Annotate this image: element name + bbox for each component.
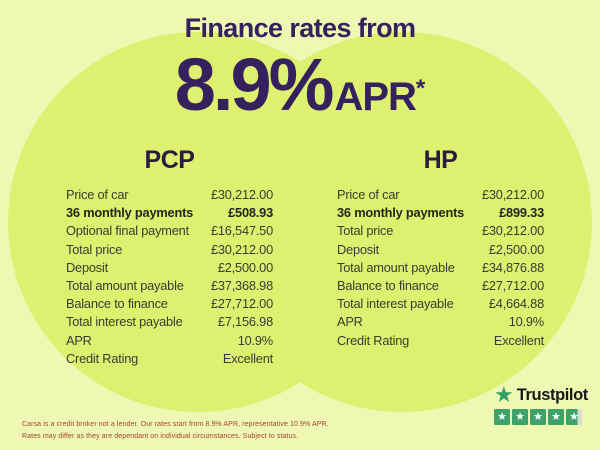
- trustpilot-logo: [494, 382, 588, 407]
- row-value: £30,212.00: [481, 223, 544, 239]
- row-value: Excellent: [493, 332, 544, 348]
- headline-rate: [0, 43, 600, 126]
- star-icon: ★: [548, 409, 564, 425]
- table-row: [337, 259, 544, 277]
- row-label: Balance to finance: [66, 296, 168, 312]
- row-label: Optional final payment: [66, 223, 189, 239]
- table-row: [337, 277, 544, 295]
- table-row: [337, 313, 544, 331]
- row-label: APR: [66, 332, 92, 348]
- table-row: [337, 204, 544, 222]
- page-title: Finance rates from: [184, 13, 416, 43]
- table-row: [66, 295, 273, 313]
- row-label: Total price: [337, 223, 394, 239]
- pcp-column: [66, 146, 273, 368]
- row-label: 36 monthly payments: [337, 205, 465, 221]
- star-icon: ★: [512, 409, 528, 425]
- row-value: £30,212.00: [210, 187, 273, 202]
- row-label: Balance to finance: [337, 278, 439, 294]
- table-row: [66, 277, 273, 295]
- row-label: APR: [337, 314, 363, 330]
- star-icon: ★: [530, 409, 546, 425]
- pcp-column-title: PCP: [144, 146, 195, 174]
- row-value: Excellent: [222, 350, 273, 366]
- row-value: £4,664.88: [488, 296, 544, 312]
- table-row: [337, 186, 544, 204]
- table-row: [66, 313, 273, 331]
- row-label: Deposit: [66, 259, 108, 275]
- row-label: Deposit: [337, 241, 379, 257]
- row-label: Total amount payable: [66, 278, 184, 294]
- table-row: [337, 332, 544, 350]
- finance-columns: [66, 146, 544, 368]
- table-row: [337, 295, 544, 313]
- row-label: Credit Rating: [337, 332, 410, 348]
- table-row: [66, 222, 273, 240]
- row-label: Total interest payable: [66, 314, 183, 330]
- rate-suffix: APR: [334, 75, 416, 119]
- trustpilot-widget: [494, 382, 588, 425]
- row-value: £37,368.98: [210, 278, 273, 294]
- row-value: £16,547.50: [210, 223, 273, 239]
- table-row: [66, 186, 273, 204]
- row-value: £30,212.00: [481, 187, 544, 202]
- row-label: Price of car: [337, 187, 400, 202]
- pcp-table: [66, 186, 273, 368]
- row-label: Total amount payable: [337, 259, 455, 275]
- row-label: 36 monthly payments: [66, 205, 194, 221]
- row-value: £508.93: [228, 205, 273, 221]
- row-value: 10.9%: [237, 332, 273, 348]
- trustpilot-rating-stars: [494, 409, 588, 425]
- row-label: Credit Rating: [66, 350, 139, 366]
- table-row: [66, 332, 273, 350]
- row-value: £2,500.00: [217, 259, 273, 275]
- disclaimer-line-1: Carsa is a credit broker not a lender. Our rates start from 8.9% APR, representative 10.9% APR.: [22, 421, 329, 428]
- trustpilot-wordmark: Trustpilot: [516, 385, 588, 404]
- disclaimer-text: [22, 419, 372, 443]
- table-row: [66, 204, 273, 222]
- table-row: [337, 241, 544, 259]
- row-label: Total price: [66, 241, 123, 257]
- hp-column-title: HP: [423, 146, 458, 174]
- disclaimer-line-2: Rates may differ as they are dependant on individual circumstances. Subject to status.: [22, 433, 299, 440]
- table-row: [66, 241, 273, 259]
- row-value: £2,500.00: [488, 241, 544, 257]
- hp-table: [337, 186, 544, 350]
- row-label: Price of car: [66, 187, 129, 202]
- table-row: [66, 350, 273, 368]
- half-star-icon: ★: [566, 409, 582, 425]
- rate-value: 8.9%: [174, 43, 332, 126]
- row-value: £7,156.98: [217, 314, 273, 330]
- row-value: 10.9%: [508, 314, 544, 330]
- hp-column: [337, 146, 544, 368]
- row-label: Total interest payable: [337, 296, 454, 312]
- table-row: [66, 259, 273, 277]
- rate-asterisk: *: [415, 75, 426, 102]
- row-value: £30,212.00: [210, 241, 273, 257]
- row-value: £27,712.00: [481, 278, 544, 294]
- star-icon: ★: [494, 409, 510, 425]
- row-value: £899.33: [499, 205, 544, 221]
- trustpilot-star-icon: ★: [494, 382, 514, 407]
- row-value: £27,712.00: [210, 296, 273, 312]
- row-value: £34,876.88: [481, 259, 544, 275]
- table-row: [337, 222, 544, 240]
